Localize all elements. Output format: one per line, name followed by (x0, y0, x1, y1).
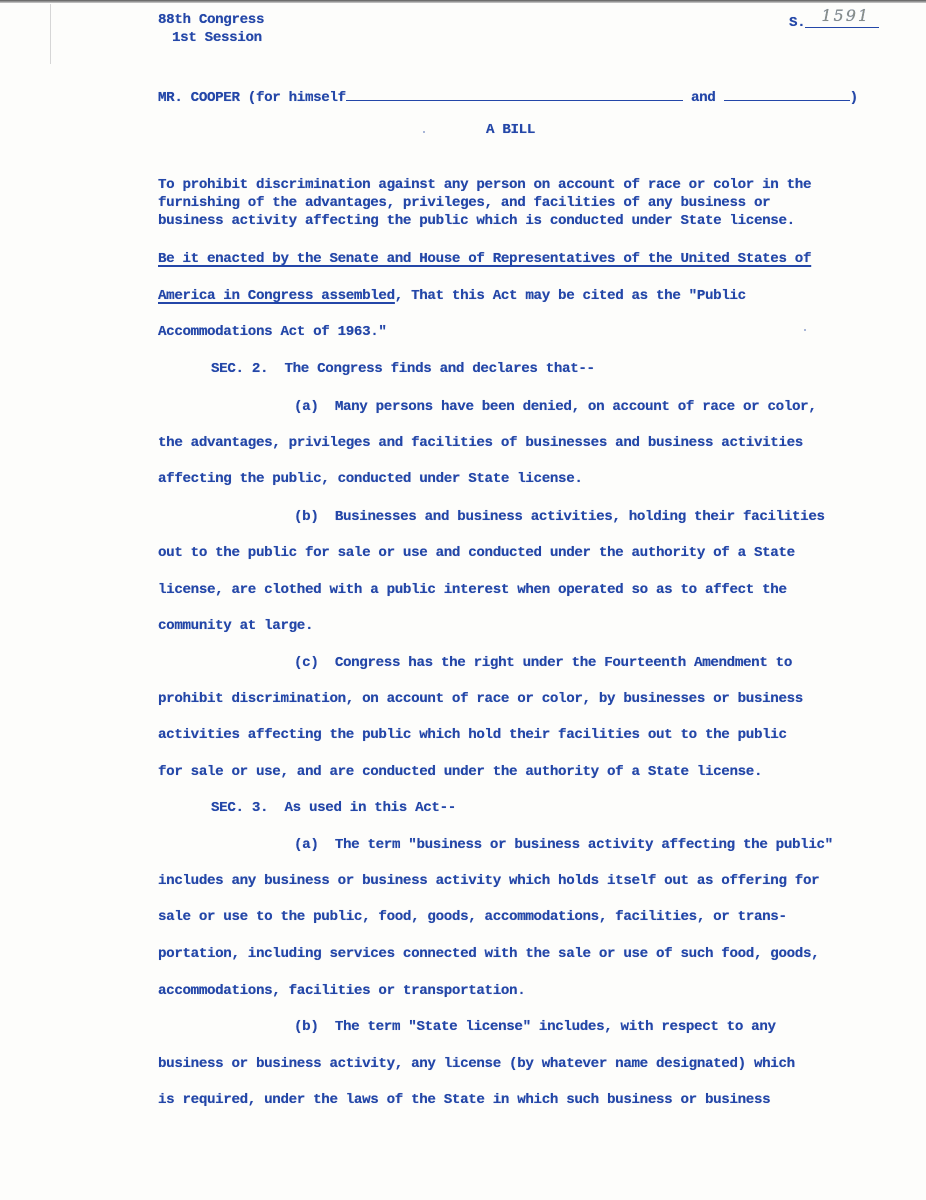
sec3-b-line-3: is required, under the laws of the State in which such business or business (158, 1092, 771, 1108)
sec3-b-line-1: (b) The term "State license" includes, with respect to any (294, 1019, 776, 1035)
sec2-a-line-3: affecting the public, conducted under State license. (158, 471, 583, 487)
sec2-a-line-2: the advantages, privileges and facilities of businesses and business activities (158, 435, 803, 451)
enacting-clause-line-2 (158, 287, 746, 305)
cosponsor-blank-2 (724, 86, 850, 101)
sponsor-line (158, 86, 858, 107)
sponsor-close-paren: ) (849, 90, 858, 106)
sec2-c-line-2: prohibit discrimination, on account of race or color, by businesses or business (158, 691, 803, 707)
scan-speck (804, 329, 806, 331)
bill-number (789, 6, 879, 32)
handwritten-bill-number: 1591 (821, 6, 871, 25)
sec3-b-line-2: business or business activity, any license (by whatever name designated) which (158, 1056, 795, 1072)
sec2-b-line-4: community at large. (158, 618, 314, 634)
bill-prefix: S. (789, 15, 806, 31)
sec3-a-line-3: sale or use to the public, food, goods, accommodations, facilities, or trans- (158, 909, 787, 925)
sec2-b-line-1: (b) Businesses and business activities, holding their facilities (294, 509, 825, 525)
sec2-heading: SEC. 2. The Congress finds and declares that-- (211, 361, 595, 377)
purpose-line-2: furnishing of the advantages, privileges, and facilities of any business or (158, 195, 771, 211)
bill-title: A BILL (486, 122, 535, 138)
sec2-b-line-2: out to the public for sale or use and conducted under the authority of a State (158, 545, 795, 561)
purpose-line-3: business activity affecting the public which is conducted under State license. (158, 213, 795, 229)
sponsor-and: and (690, 90, 716, 106)
sec2-c-line-3: activities affecting the public which hold their facilities out to the public (158, 727, 787, 743)
sec3-heading: SEC. 3. As used in this Act-- (211, 800, 456, 816)
enacting-clause-line-1: Be it enacted by the Senate and House of Representatives of the United States of (158, 251, 812, 267)
session-label: 1st Session (172, 30, 262, 46)
sponsor-name: MR. COOPER (for himself (158, 90, 346, 106)
sec3-a-line-1: (a) The term "business or business activity affecting the public" (294, 837, 833, 853)
purpose-line-1: To prohibit discrimination against any person on account of race or color in the (158, 177, 812, 193)
scan-top-edge (0, 0, 926, 3)
short-title-intro: , That this Act may be cited as the "Public (394, 288, 746, 304)
sec3-a-line-5: accommodations, facilities or transportation. (158, 983, 526, 999)
sec2-c-line-4: for sale or use, and are conducted under the authority of a State license. (158, 764, 763, 780)
cosponsor-blank-1 (346, 86, 683, 101)
short-title: Accommodations Act of 1963." (158, 324, 387, 340)
bill-number-field (805, 6, 879, 28)
sec3-a-line-4: portation, including services connected with the sale or use of such food, goods, (158, 946, 820, 962)
congress-label: 88th Congress (158, 12, 265, 28)
sec3-a-line-2: includes any business or business activity which holds itself out as offering for (158, 873, 820, 889)
sec2-a-line-1: (a) Many persons have been denied, on account of race or color, (294, 399, 817, 415)
enacting-clause-underlined: America in Congress assembled (158, 288, 395, 304)
sec2-c-line-1: (c) Congress has the right under the Fourteenth Amendment to (294, 655, 792, 671)
sec2-b-line-3: license, are clothed with a public interest when operated so as to affect the (158, 582, 787, 598)
scan-margin-mark (50, 4, 51, 64)
scan-speck (423, 131, 425, 133)
